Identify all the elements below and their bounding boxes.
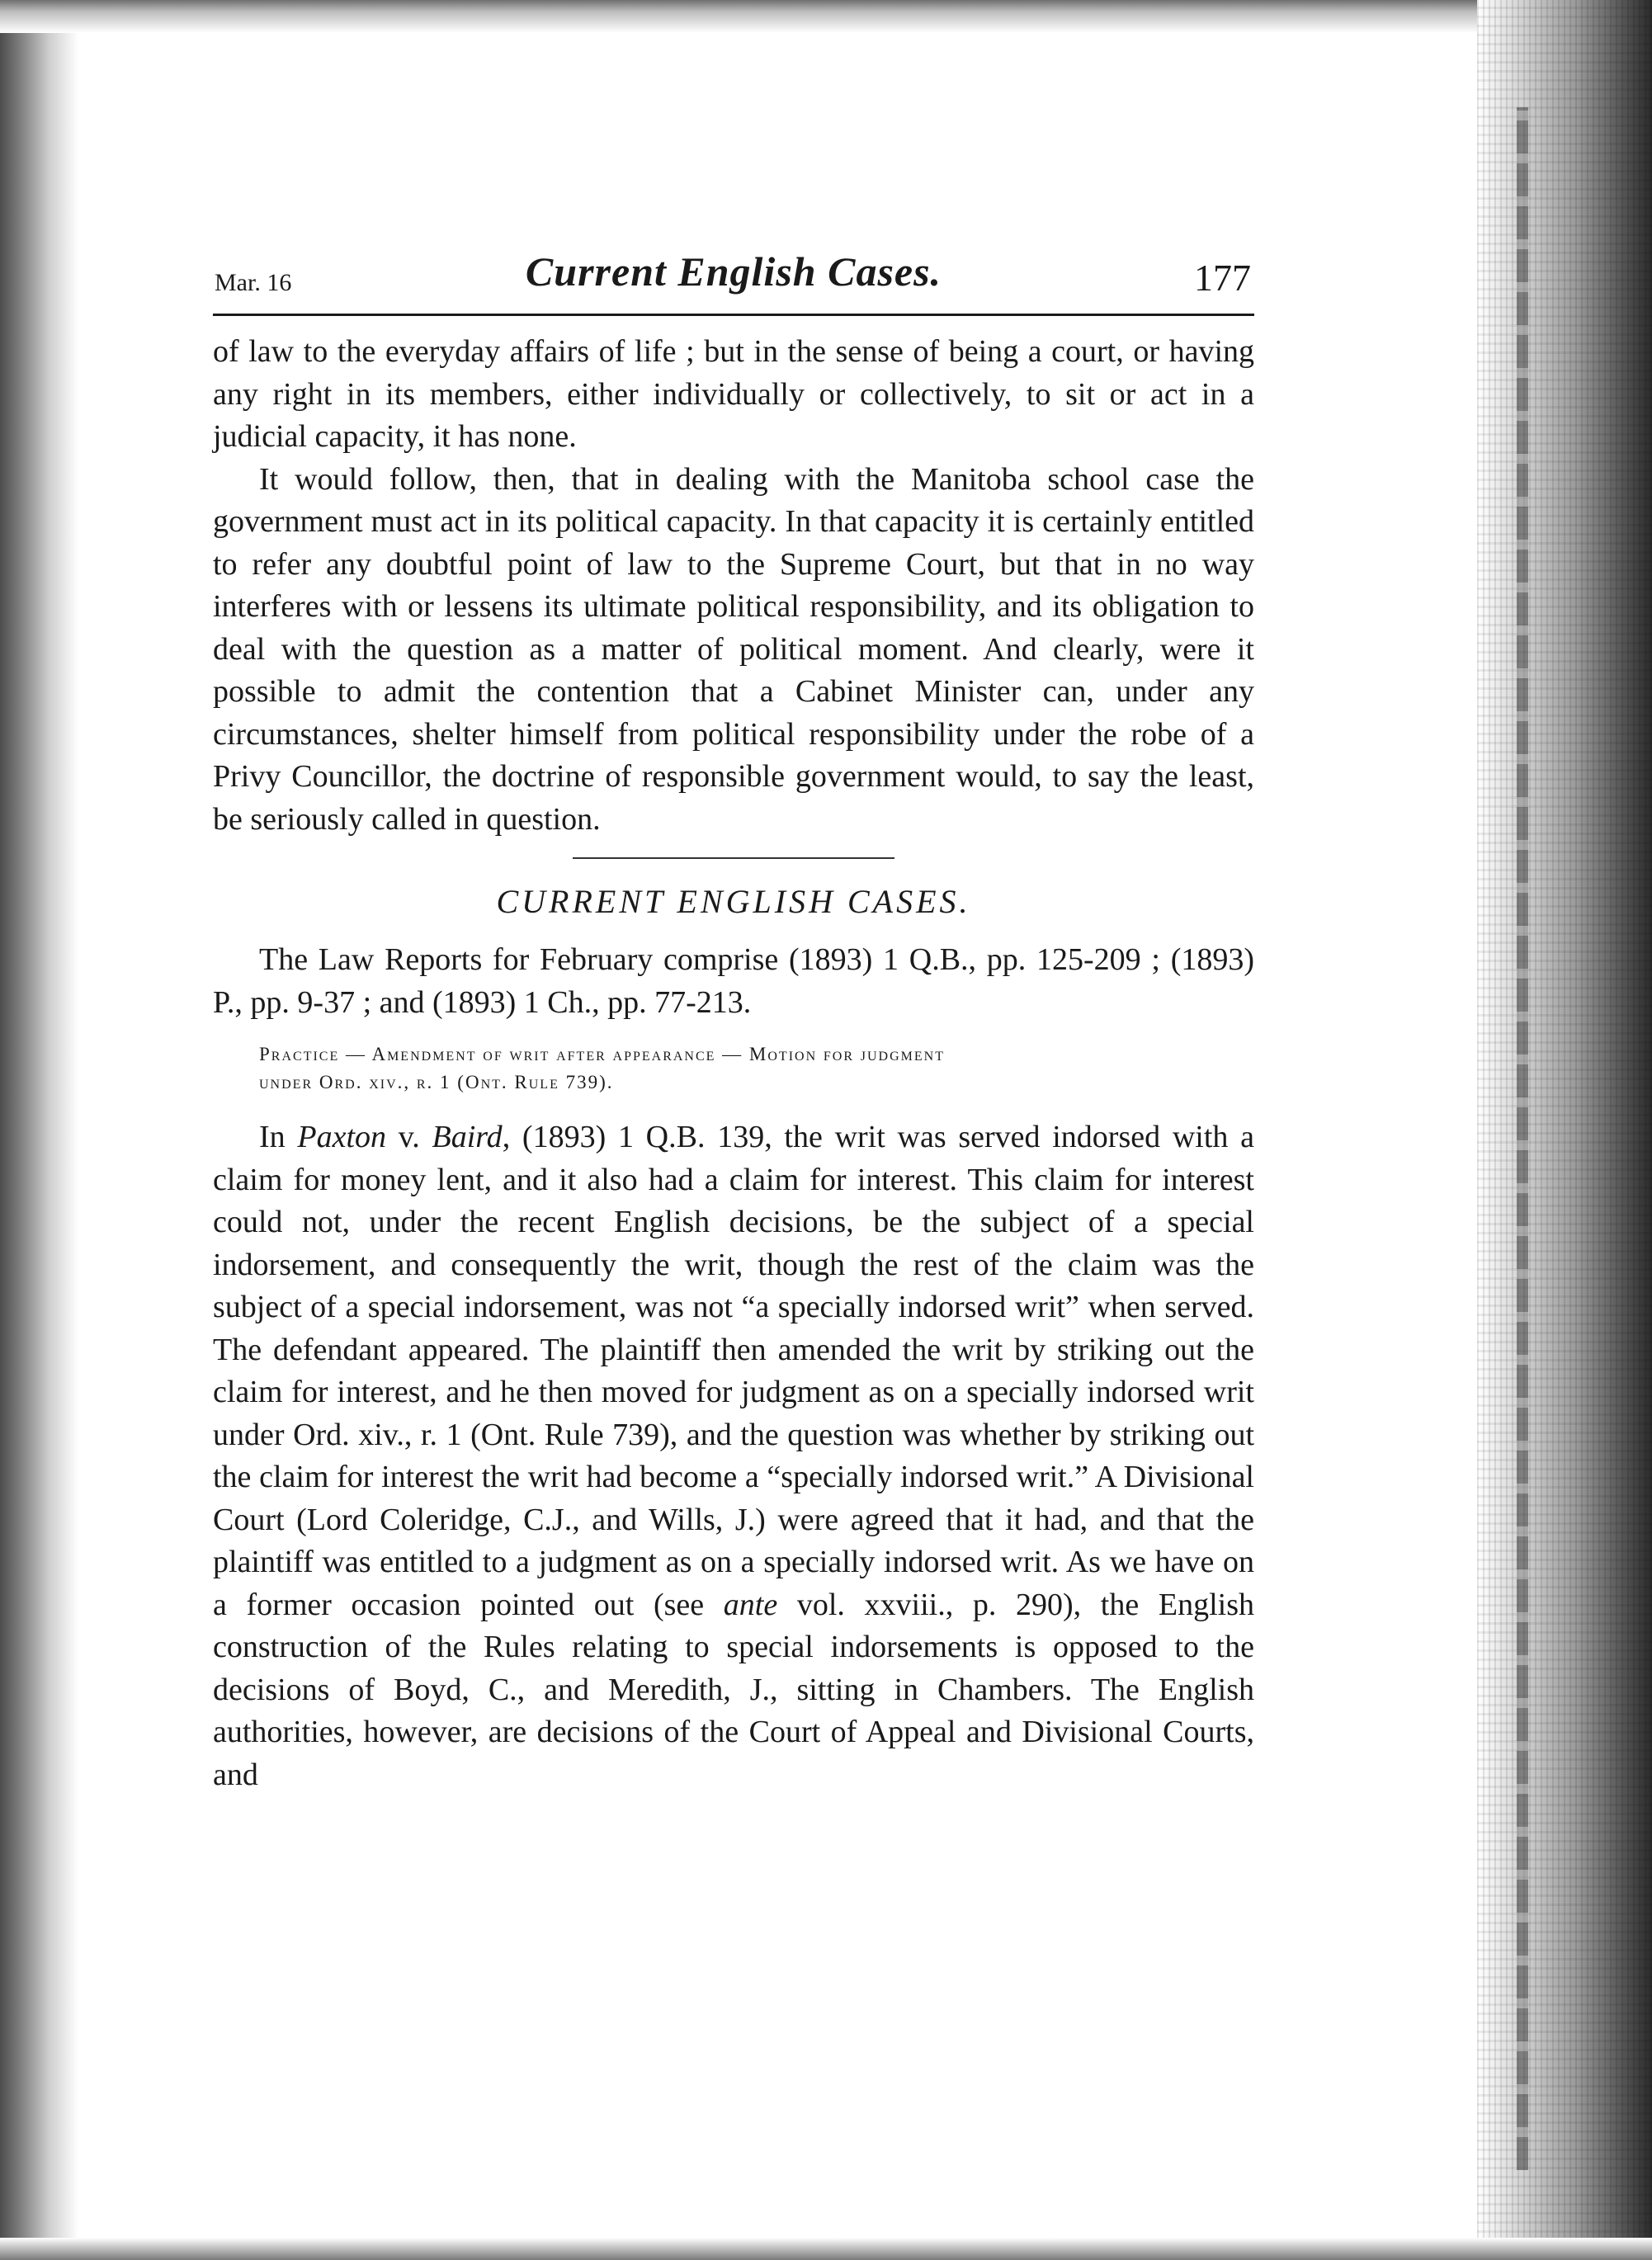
case-headnote	[213, 1040, 1254, 1097]
header-title: Current English Cases.	[525, 248, 942, 295]
page-body	[213, 331, 1254, 1796]
scan-top-edge	[0, 0, 1502, 33]
page-number: 177	[1194, 257, 1251, 299]
case-text: v.	[386, 1120, 432, 1154]
scan-bottom-edge	[0, 2238, 1652, 2260]
case-party: Baird	[432, 1120, 503, 1154]
section-divider	[573, 857, 894, 859]
paragraph: It would follow, then, that in dealing with the Manitoba school case the government must act in its political capacity. In that capacity it is certainly entitled to refer any doubtful point of law to the Supreme Court, but that in no way interferes with or lessens its ultimate political responsibility, and its obligation to deal with the question as a matter of political moment. And clearly, were it possible to admit the contention that a Cabinet Minister can, under any circumstances, shelter himself from political responsibility under the robe of a Privy Councillor, the doctrine of responsible government would, to say the least, be seriously called in question.	[213, 461, 1254, 837]
scan-left-edge	[0, 0, 78, 2260]
case-paragraph	[213, 1116, 1254, 1796]
headnote-line: under Ord. xiv., r. 1 (Ont. Rule 739).	[259, 1072, 614, 1092]
book-binding	[1517, 107, 1528, 2170]
section-title: CURRENT ENGLISH CASES.	[496, 883, 971, 920]
case-text: In	[259, 1120, 298, 1154]
running-header	[213, 244, 1254, 316]
scan-right-edge	[1477, 0, 1652, 2260]
case-text: vol. xxviii., p. 290), the English construction of the Rules relating to special indorsements is opposed to the decisions of Boyd, C., and Meredith, J., sitting in Chambers. The English authorities, however, are decisions of the Court of Appeal and Divisional Courts, and	[213, 1587, 1254, 1792]
case-ref: ante	[723, 1587, 778, 1622]
case-text: , (1893) 1 Q.B. 139, the writ was served indorsed with a claim for money lent, and it also had a claim for interest. This claim for interest could not, under the recent English decisions, be the subject of a special indorsement, and consequently the writ, though the rest of the claim was the subject of a special indorsement, was not “a specially indorsed writ” when served. The defendant appeared. The plaintiff then amended the writ by striking out the claim for interest, and he then moved for judgment as on a specially indorsed writ under Ord. xiv., r. 1 (Ont. Rule 739), and the question was whether by striking out the claim for interest the writ had become a “specially indorsed writ.” A Divisional Court (Lord Coleridge, C.J., and Wills, J.) were agreed that it had, and that the plaintiff was entitled to a judgment as on a specially indorsed writ. As we have on a former occasion pointed out (see	[213, 1120, 1254, 1622]
header-date: Mar. 16	[215, 269, 292, 296]
case-party: Paxton	[297, 1120, 387, 1154]
reports-paragraph: The Law Reports for February comprise (1893) 1 Q.B., pp. 125-209 ; (1893) P., pp. 9-37 ; and (1893) 1 Ch., pp. 77-213.	[213, 942, 1254, 1020]
headnote-line: Practice — Amendment of writ after appearance — Motion for judgment	[259, 1044, 945, 1064]
paragraph: of law to the everyday affairs of life ; but in the sense of being a court, or having any right in its members, either individually or collectively, to sit or act in a judicial capacity, it has none.	[213, 334, 1254, 454]
document-page	[213, 244, 1254, 1796]
